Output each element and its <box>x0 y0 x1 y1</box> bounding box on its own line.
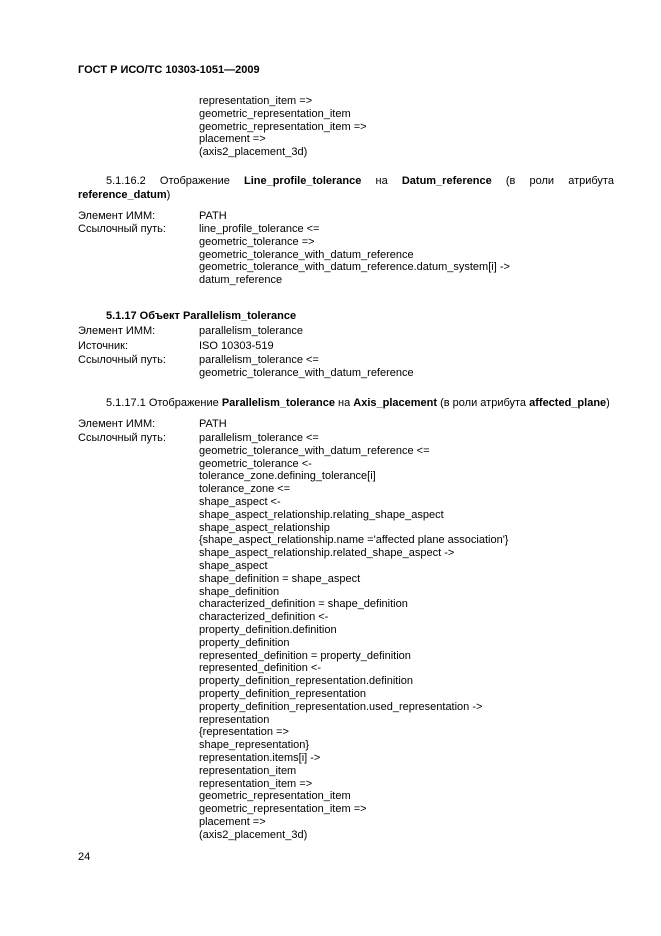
path-line: shape_aspect_relationship.relating_shape_aspect <box>199 508 444 521</box>
element-row <box>0 325 661 338</box>
element-row <box>0 418 661 431</box>
path-line: shape_definition <box>199 585 280 598</box>
path-line: property_definition.definition <box>199 623 337 636</box>
path-line: geometric_representation_item <box>199 790 351 803</box>
path-line: datum_reference <box>199 274 283 287</box>
path-line: {shape_aspect_relationship.name ='affected plane association'} <box>199 534 509 547</box>
on-word: на <box>375 175 388 187</box>
path-line: shape_representation} <box>199 739 310 752</box>
section-5-1-16-2-heading <box>78 174 614 202</box>
path-line: shape_aspect_relationship.related_shape_aspect -> <box>199 547 455 560</box>
path-line: shape_aspect <- <box>199 495 281 508</box>
attribute-name-part1: reference_ <box>78 189 134 201</box>
path-line: represented_definition = property_definition <box>199 649 411 662</box>
element-value: parallelism_tolerance <box>199 325 303 337</box>
role-suffix: ) <box>606 397 610 409</box>
path-line: geometric_tolerance => <box>199 235 315 248</box>
ref-path-lines <box>199 223 510 287</box>
continuation-path-lines <box>199 95 367 159</box>
source-row <box>0 340 661 353</box>
role-prefix: (в роли атрибута <box>440 397 527 409</box>
path-line: shape_definition = shape_aspect <box>199 572 361 585</box>
source-label: Источник: <box>78 340 129 352</box>
path-line: (axis2_placement_3d) <box>199 146 308 159</box>
path-line: geometric_tolerance_with_datum_reference <box>199 248 414 261</box>
path-line: tolerance_zone <= <box>199 483 291 496</box>
element-value: PATH <box>199 210 227 222</box>
target-name: Datum_reference <box>401 175 492 187</box>
path-line: representation_item <box>199 764 297 777</box>
path-line: parallelism_tolerance <= <box>199 354 319 366</box>
path-line: geometric_representation_item <box>199 107 351 120</box>
ref-path-label: Ссылочный путь: <box>78 223 166 235</box>
entity-name: Line_profile_tolerance <box>243 175 362 187</box>
on-word: на <box>338 397 351 409</box>
source-value: ISO 10303-519 <box>199 340 274 352</box>
path-line: geometric_tolerance_with_datum_reference <= <box>199 444 430 457</box>
path-line: representation.items[i] -> <box>199 751 321 764</box>
section-number: 5.1.16.2 <box>106 175 146 187</box>
element-label: Элемент ИММ: <box>78 325 156 337</box>
ref-path-lines <box>199 354 414 380</box>
path-line: representation_item => <box>199 95 313 107</box>
attribute-name-part2: datum <box>133 189 167 201</box>
path-line: shape_aspect_relationship <box>199 521 330 534</box>
ref-path-label: Ссылочный путь: <box>78 354 166 366</box>
path-line: represented_definition <- <box>199 662 321 675</box>
ref-path-label: Ссылочный путь: <box>78 432 166 444</box>
path-line: representation_item => <box>199 777 313 790</box>
path-line: geometric_representation_item => <box>199 120 367 133</box>
section-title: Объект Parallelism_tolerance <box>139 310 297 322</box>
section-number: 5.1.17.1 <box>106 397 146 409</box>
role-prefix: (в роли атрибута <box>505 175 614 187</box>
path-line: geometric_representation_item => <box>199 803 367 816</box>
role-suffix: ) <box>166 189 171 201</box>
path-line: property_definition <box>199 636 290 649</box>
path-line: placement => <box>199 133 266 146</box>
path-line: property_definition_representation <box>199 687 366 700</box>
path-line: characterized_definition <- <box>199 611 329 624</box>
page-number: 24 <box>78 851 91 863</box>
document-header: ГОСТ Р ИСО/ТС 10303-1051—2009 <box>78 64 260 76</box>
path-line: property_definition_representation.used_representation -> <box>199 700 483 713</box>
path-line: geometric_tolerance <- <box>199 457 312 470</box>
path-line: characterized_definition = shape_definition <box>199 598 408 611</box>
path-line: property_definition_representation.definition <box>199 675 414 688</box>
path-line: line_profile_tolerance <= <box>199 223 320 235</box>
section-5-1-17-heading <box>106 310 296 323</box>
path-line: (axis2_placement_3d) <box>199 828 308 841</box>
path-line: placement => <box>199 815 266 828</box>
path-line: geometric_tolerance_with_datum_reference.datum_system[i] -> <box>199 261 510 274</box>
mapping-word: Отображение <box>159 175 230 187</box>
element-label: Элемент ИММ: <box>78 210 156 222</box>
path-line: {representation => <box>199 726 289 739</box>
element-row <box>0 210 661 223</box>
section-5-1-17-1-heading <box>106 397 610 410</box>
entity-name: Parallelism_tolerance <box>221 397 335 409</box>
path-line: representation <box>199 713 270 726</box>
path-line: tolerance_zone.defining_tolerance[i] <box>199 470 376 483</box>
section-number: 5.1.17 <box>106 310 137 322</box>
ref-path-lines <box>199 432 508 842</box>
path-line: shape_aspect <box>199 559 268 572</box>
element-value: PATH <box>199 418 227 430</box>
mapping-word: Отображение <box>148 397 219 409</box>
attribute-name: affected_plane <box>529 397 607 409</box>
target-name: Axis_placement <box>353 397 438 409</box>
path-line: geometric_tolerance_with_datum_reference <box>199 366 414 379</box>
element-label: Элемент ИММ: <box>78 418 156 430</box>
path-line: parallelism_tolerance <= <box>199 432 319 444</box>
